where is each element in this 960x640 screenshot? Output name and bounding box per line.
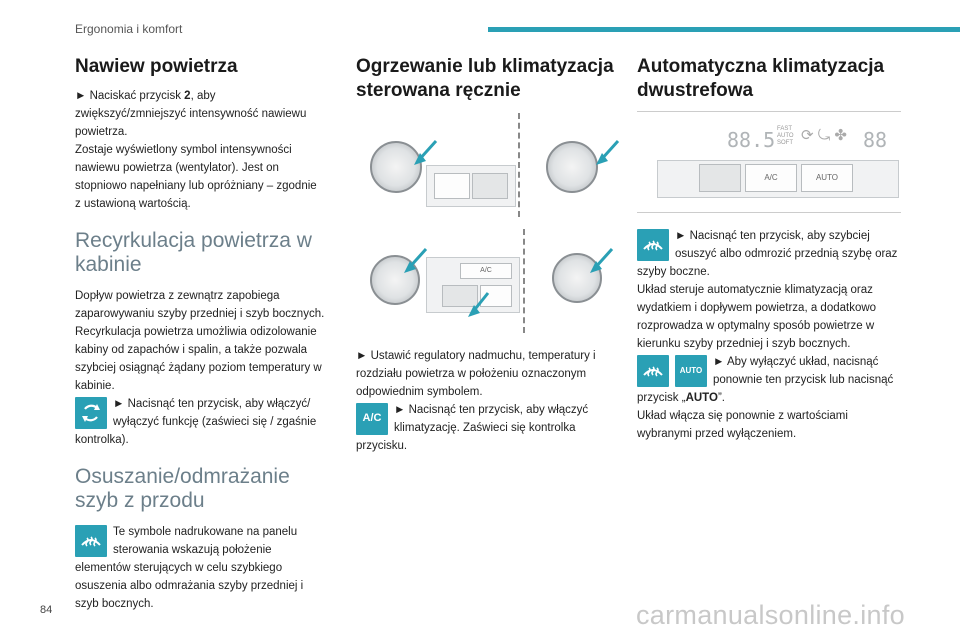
ac-icon (356, 403, 388, 435)
paragraph-ac-button: ► Nacisnąć ten przycisk, aby włączyć klimatyzację. Zaświeci się kontrolka przycisku. (356, 404, 589, 452)
pointer-arrow-right-2 (582, 241, 622, 281)
display-right-temp: 88 (863, 128, 888, 152)
windscreen-defrost-icon (75, 525, 107, 557)
heading-dual-zone: Automatyczna klimatyzacja dwustrefowa (637, 56, 885, 101)
ac-button-3: A/C (745, 164, 797, 192)
paragraph-recirculation-button: ► Nacisnąć ten przycisk, aby włączyć/ wyłączyć funkcję (zaświeci się / zgaśnie kontrolka). (75, 398, 317, 446)
paragraph-dual-zone-auto: Układ steruje automatycznie klimatyzacją oraz wydatkiem i dopływem powietrza, a dodatkowo rozprowadza w optymalny sposób powietrze w kierunku szyby przedniej i szyb bocznych. (637, 284, 877, 350)
dual-zone-defrost-instruction (637, 227, 901, 281)
section-header: Ergonomia i komfort (75, 22, 183, 36)
pointer-arrow-left (406, 133, 446, 173)
pointer-arrow-up (460, 287, 500, 327)
heading-recirculation: Recyrkulacja powietrza w kabinie (75, 229, 312, 276)
column-2 (356, 55, 618, 455)
column-1 (75, 55, 325, 613)
auto-button-3: AUTO (801, 164, 853, 192)
watermark: carmanualsonline.info (636, 600, 905, 630)
divider-line (518, 113, 520, 217)
display-left-temp: 88.5 (727, 128, 776, 152)
auto-icon (675, 355, 707, 387)
recirculation-icon (75, 397, 107, 429)
display-soft-label: SOFT (777, 140, 793, 146)
ac-button: A/C (460, 263, 512, 279)
recirculation-button (434, 173, 470, 199)
defrost-button-3 (699, 164, 741, 192)
paragraph-blower-instruction: ► Naciskać przycisk 2, aby zwiększyć/zmniejszyć intensywność nawiewu powietrza. (75, 90, 307, 138)
paragraph-set-controls: ► Ustawić regulatory nadmuchu, temperatury i rozdziału powietrza w położeniu oznaczonym odpowiednim symbolem. (356, 350, 596, 398)
pointer-arrow-right (588, 133, 628, 173)
defrost-instruction (75, 523, 325, 613)
heading-defrost: Osuszanie/odmrażanie szyb z przodu (75, 465, 290, 512)
windscreen-defrost-icon-2 (637, 229, 669, 261)
paragraph-recirculation: Dopływ powietrza z zewnątrz zapobiega zaparowywaniu szyby przedniej i szyb bocznych. Recyrkulacja powietrza umożliwia odizolowanie kabiny od zapachów i spalin, a także pozwala szybciej osiągnąć żądany poziom temperatury w kabinie. (75, 290, 325, 392)
display-fast-label: FAST (777, 126, 793, 132)
header-accent-bar (488, 27, 960, 32)
paragraph-dual-zone-defrost: ► Nacisnąć ten przycisk, aby szybciej osuszyć albo odmrozić przednią szybę oraz szyby boczne. (637, 230, 898, 278)
dual-zone-panel-figure (637, 111, 901, 213)
column-3 (637, 55, 901, 443)
display-auto-label: AUTO (777, 133, 794, 139)
dual-zone-off-instruction (637, 353, 901, 407)
paragraph-defrost: Te symbole nadrukowane na panelu sterowania wskazują położenie elementów sterujących w celu szybkiego osuszenia albo odmrażania szyby przedniej i szyb bocznych. (75, 526, 304, 610)
heading-air-blower: Nawiew powietrza (75, 56, 238, 77)
display-mode-icons: ⟳ ⤿ ✤ (801, 127, 847, 144)
manual-ac-panel-figure-top (356, 113, 618, 221)
defrost-button (472, 173, 508, 199)
ac-instruction (356, 401, 618, 455)
divider-line-2 (523, 229, 525, 333)
page-number: 84 (40, 604, 53, 616)
heading-manual-ac: Ogrzewanie lub klimatyzacja sterowana ręcznie (356, 56, 614, 101)
manual-ac-panel-figure-bottom (356, 227, 618, 337)
windscreen-defrost-icon-3 (637, 355, 669, 387)
paragraph-dual-zone-off: ► Aby wyłączyć układ, nacisnąć ponownie ten przycisk lub nacisnąć przycisk „AUTO”. (637, 356, 894, 404)
ac-icon-label: A/C (362, 412, 382, 424)
paragraph-dual-zone-restart: Układ włącza się ponownie z wartościami wybranymi przed wyłączeniem. (637, 410, 848, 440)
recirculation-instruction (75, 395, 325, 449)
pointer-arrow-left-2 (396, 241, 436, 281)
paragraph-blower-display: Zostaje wyświetlony symbol intensywności nawiewu powietrza (wentylator). Jest on stopniowo napełniany lub opróżniany – zgodnie z ustawioną wartością. (75, 144, 317, 210)
auto-icon-label: AUTO (679, 366, 703, 375)
